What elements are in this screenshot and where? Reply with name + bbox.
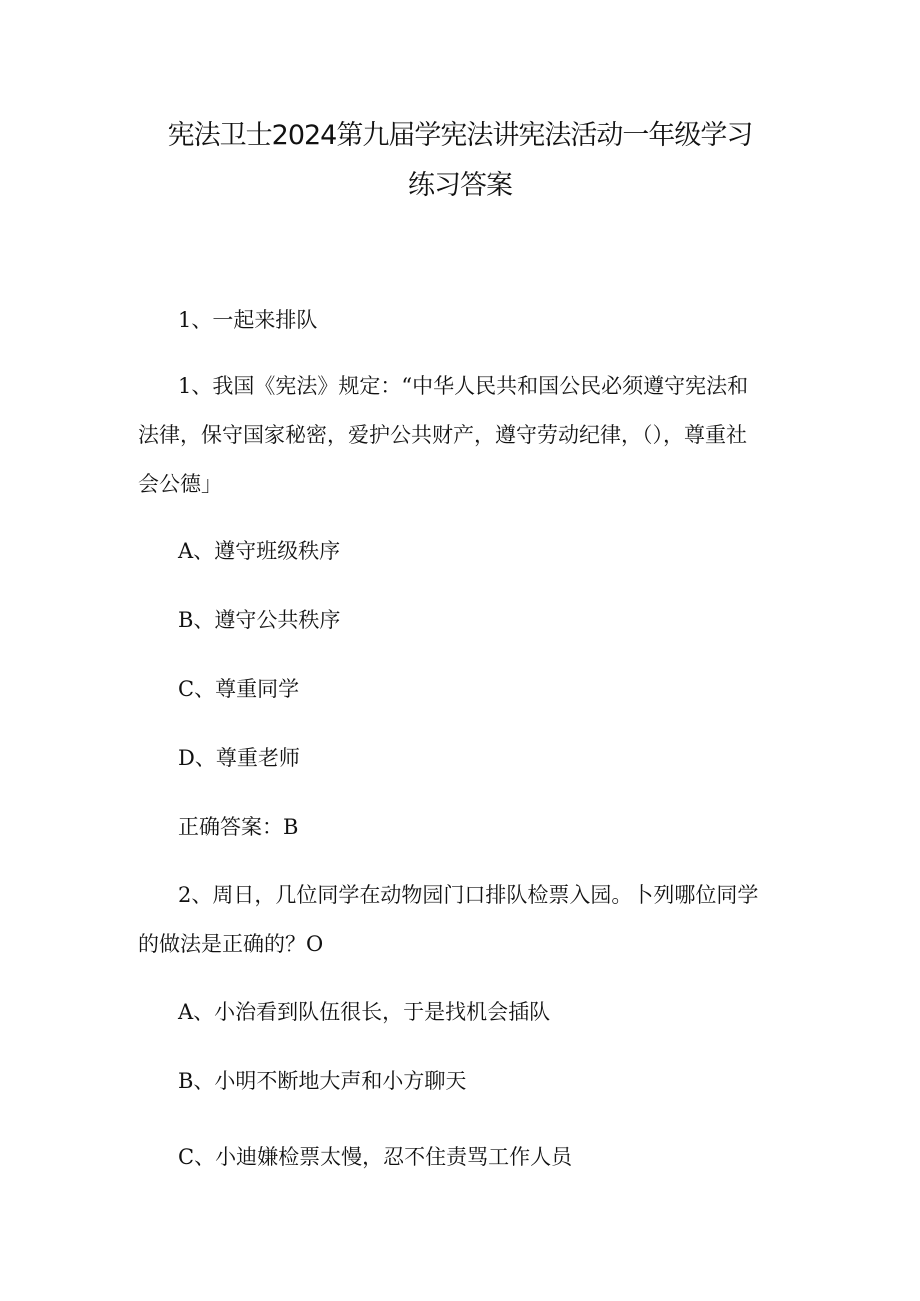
question-1-line-3: 会公德」 [138, 472, 222, 496]
question-1-option-c: C、尊重同学 [178, 677, 300, 701]
section-heading: 1、一起来排队 [178, 308, 318, 332]
document-title-line-2: 练习答案 [408, 170, 512, 201]
question-2-option-a: A、小治看到队伍很长，于是找机会插队 [178, 1000, 551, 1024]
question-2-line-1: 2、周日，几位同学在动物园门口排队检票入园。卜列哪位同学 [178, 883, 759, 907]
question-1-option-d: D、尊重老师 [178, 746, 300, 770]
question-2-option-b: B、小明不断地大声和小方聊天 [178, 1069, 467, 1093]
question-1-line-1: 1、我国《宪法》规定：“中华人民共和国公民必须遵守宪法和 [178, 374, 749, 398]
question-1-option-a: A、遵守班级秩序 [178, 539, 341, 563]
question-2-option-c: C、小迪嫌检票太慢，忍不住责骂工作人员 [178, 1145, 573, 1169]
question-1-line-2: 法律，保守国家秘密，爱护公共财产，遵守劳动纪律，（），尊重社 [138, 423, 747, 447]
question-1-option-b: B、遵守公共秩序 [178, 608, 341, 632]
document-title-line-1: 宪法卫士2024第九届学宪法讲宪法活动一年级学习 [167, 120, 753, 151]
question-2-line-2: 的做法是正确的？O [138, 932, 324, 956]
question-1-answer: 正确答案：B [178, 815, 299, 839]
